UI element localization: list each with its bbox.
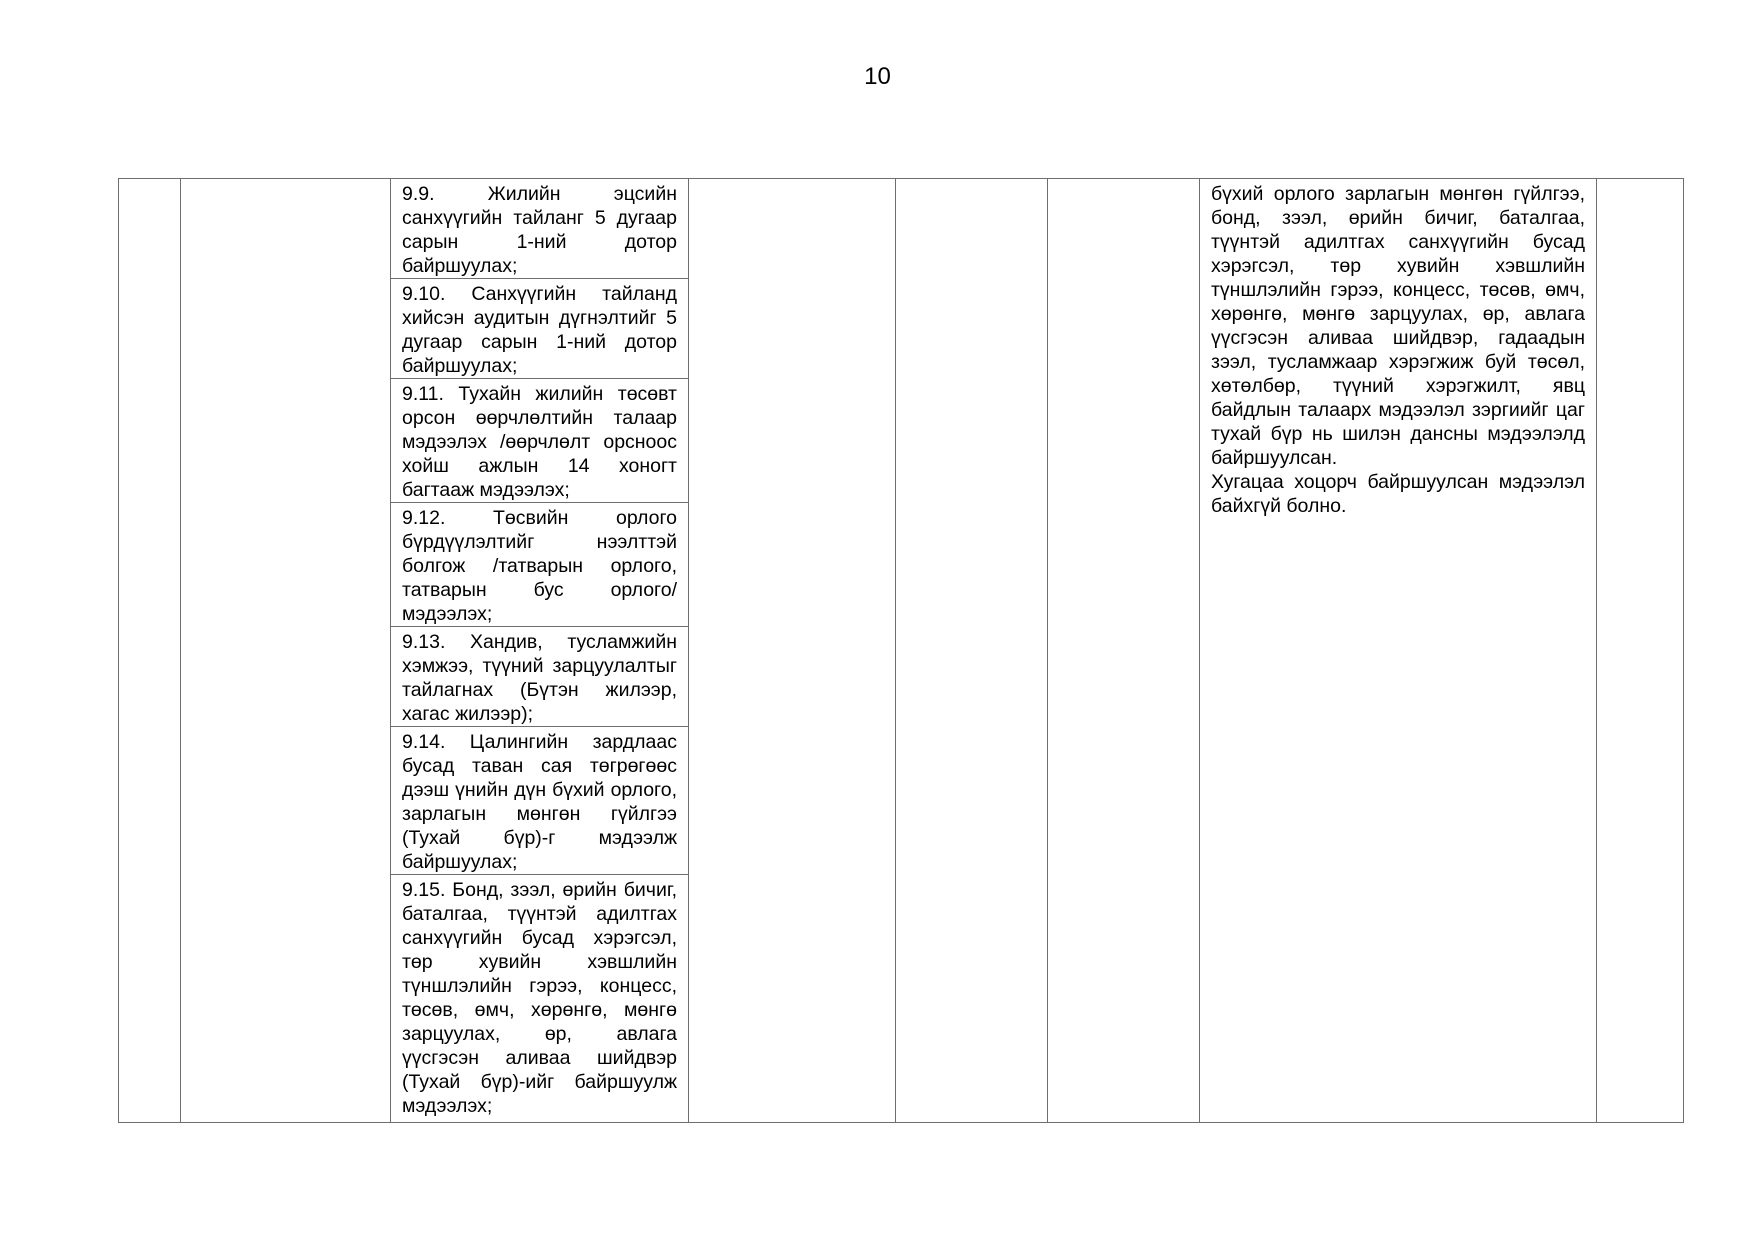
requirement-item: 9.13. Хандив, тусламжийн хэмжээ, түүний зарцуулалтыг тайлагнах (Бүтэн жилээр, хагас жилээр); [391,627,688,727]
table-row [119,179,1684,1123]
page-number: 10 [864,63,891,90]
requirement-item: 9.14. Цалингийн зардлаас бусад таван сая төгрөгөөс дээш үнийн дүн бүхий орлого, зарлагын мөнгөн гүйлгээ (Тухай бүр)-г мэдээлж байршуулах; [391,727,688,875]
requirement-item: 9.10. Санхүүгийн тайланд хийсэн аудитын дүгнэлтийг 5 дугаар сарын 1-ний дотор байршуулах; [391,279,688,379]
requirement-item: 9.15. Бонд, зээл, өрийн бичиг, баталгаа, түүнтэй адилтгах санхүүгийн бусад хэрэгсэл, төр хувийн хэвшлийн түншлэлийн гэрээ, концесс, төсөв, өмч, хөрөнгө, мөнгө зарцуулах, өр, авлага үүсгэсэн аливаа шийдвэр (Тухай бүр)-ийг байршуулж мэдээлэх; [402,879,677,1117]
requirement-item: 9.12. Төсвийн орлого бүрдүүлэлтийг нээлттэй болгож /татварын орлого, татварын бус орлого/ мэдээлэх; [391,503,688,627]
number-cell [119,179,181,1123]
assessment-cell [1200,179,1597,1123]
assessment-text [1200,179,1596,518]
requirement-list [391,179,688,1122]
requirement-item: 9.11. Тухайн жилийн төсөвт орсон өөрчлөлтийн талаар мэдээлэх /өөрчлөлт орсноос хойш ажлын 14 хоногт багтааж мэдээлэх; [391,379,688,503]
assessment-paragraph: Хугацаа хоцорч байршуулсан мэдээлэл байхгүй болно. [1211,471,1585,517]
requirements-cell [391,179,689,1123]
assessment-paragraph: бүхий орлого зарлагын мөнгөн гүйлгээ, бонд, зээл, өрийн бичиг, баталгаа, түүнтэй адилтгах санхүүгийн бусад хэрэгсэл, төр хувийн хэвшлийн түншлэлийн гэрээ, концесс, төсөв, өмч, хөрөнгө, мөнгө зарцуулах, өр, авлага үүсгэсэн аливаа шийдвэр, гадаадын зээл, тусламжаар хэрэгжиж буй төсөл, хөтөлбөр, түүний хэрэгжилт, явц байдлын талаарх мэдээлэл зэргиийг цаг тухай бүр нь шилэн дансны мэдээлэлд байршуулсан. [1211,183,1585,469]
empty-cell [1048,179,1200,1123]
requirement-item: 9.9. Жилийн эцсийн санхүүгийн тайланг 5 дугаар сарын 1-ний дотор байршуулах; [391,179,688,279]
score-cell [1597,179,1684,1123]
document-table [118,178,1684,1123]
topic-cell [181,179,391,1123]
empty-cell [689,179,896,1123]
empty-cell [896,179,1048,1123]
